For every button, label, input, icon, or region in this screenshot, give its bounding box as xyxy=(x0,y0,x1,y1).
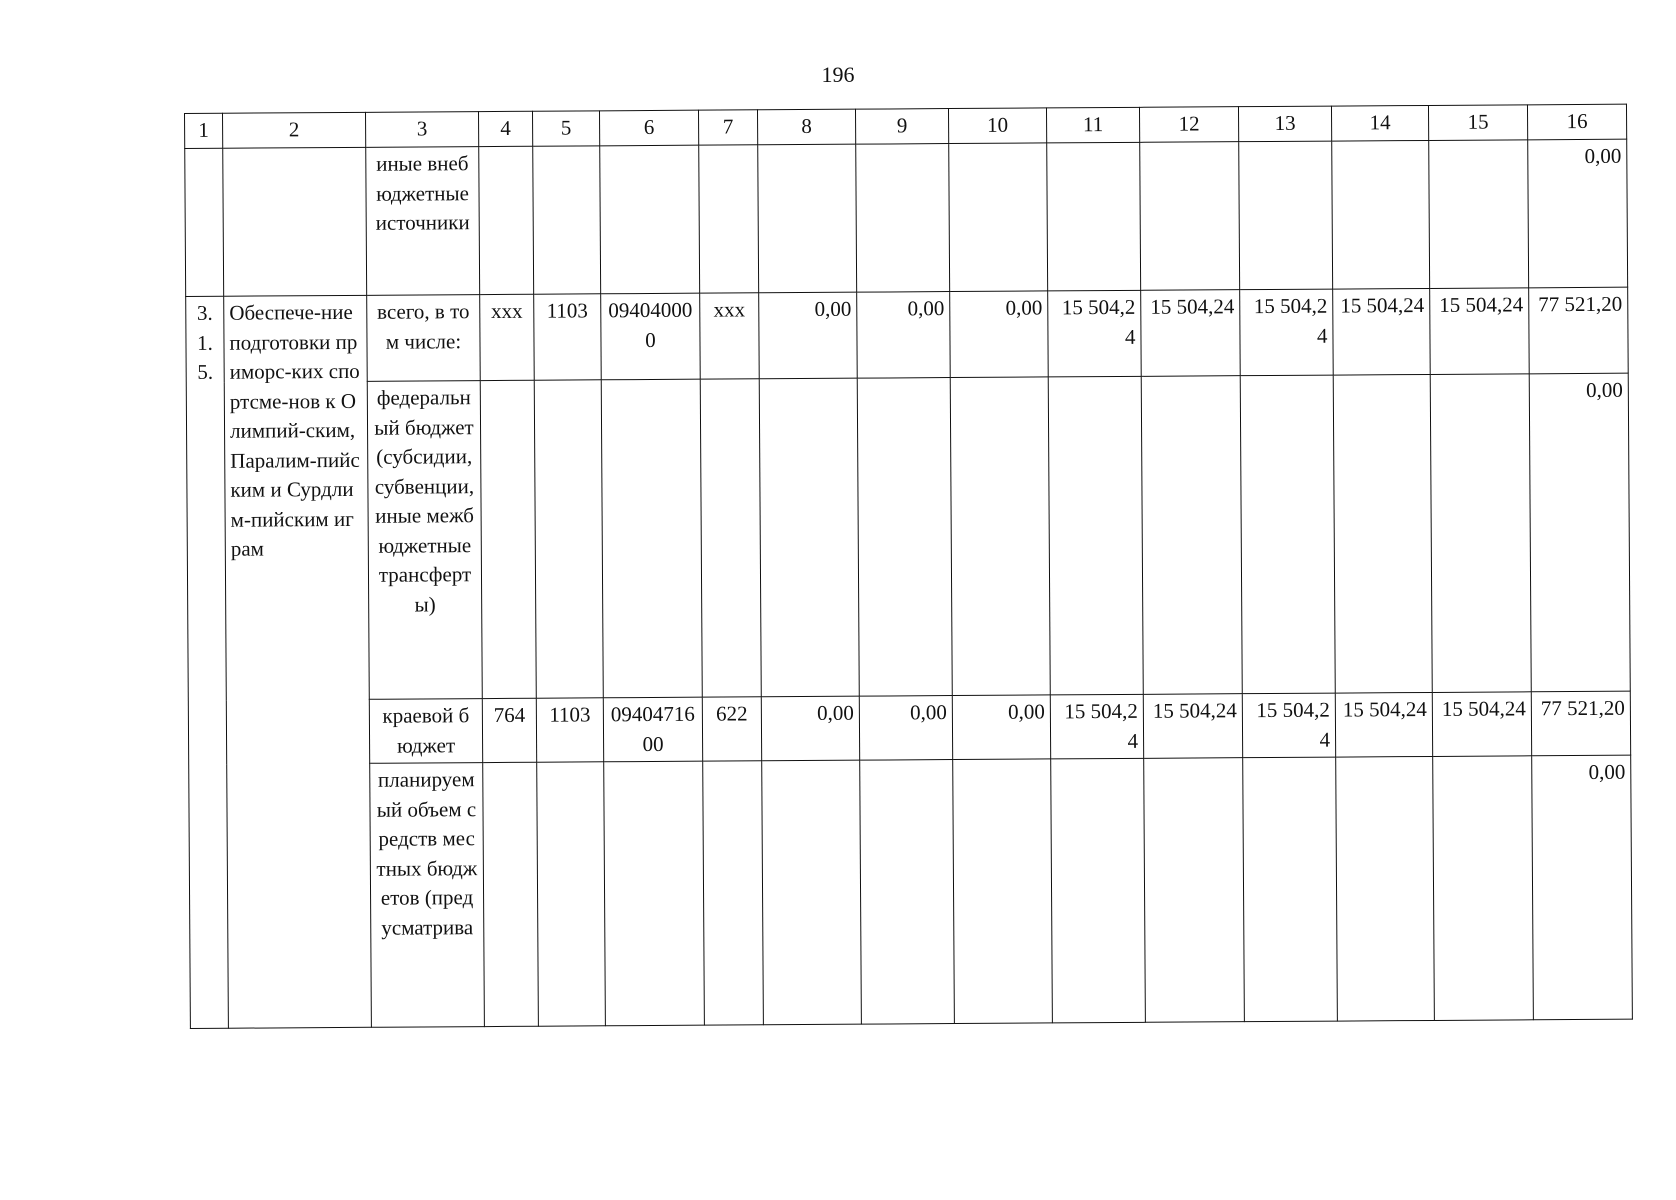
header-cell: 11 xyxy=(1046,107,1139,143)
empty-cell xyxy=(1332,140,1430,289)
empty-cell xyxy=(758,144,857,293)
empty-cell xyxy=(1430,374,1531,693)
value-cell: 15 504,24 xyxy=(1143,694,1242,759)
row-federal xyxy=(186,373,1630,700)
empty-cell xyxy=(185,148,224,296)
value-cell: 0,00 xyxy=(857,292,951,379)
empty-cell xyxy=(1336,756,1435,1021)
empty-cell xyxy=(534,380,603,698)
empty-cell xyxy=(1051,758,1146,1023)
value-cell: 0,00 xyxy=(859,696,952,761)
value-cell: 0,00 xyxy=(952,695,1050,760)
value-cell: 15 504,24 xyxy=(1050,694,1143,759)
header-cell: 5 xyxy=(532,111,599,146)
empty-cell xyxy=(601,379,702,698)
total-value-cell: 0,00 xyxy=(1532,755,1633,1020)
header-cell: 9 xyxy=(855,109,948,145)
page-number: 196 xyxy=(821,62,855,87)
empty-cell xyxy=(1141,376,1242,695)
header-cell: 15 xyxy=(1428,105,1527,141)
empty-cell xyxy=(1243,757,1338,1022)
funding-source-cell: краевой бюджет xyxy=(369,699,482,764)
value-cell: 0,00 xyxy=(761,696,859,761)
value-cell: 15 504,24 xyxy=(1048,290,1142,377)
empty-cell xyxy=(479,146,534,294)
value-cell: 15 504,24 xyxy=(1242,693,1335,758)
empty-cell xyxy=(759,378,859,697)
row-total xyxy=(186,287,1629,382)
empty-cell xyxy=(1240,375,1335,694)
total-value-cell: 77 521,20 xyxy=(1529,287,1629,374)
funding-source-cell: всего, в том числе: xyxy=(367,295,481,382)
header-cell: 12 xyxy=(1139,107,1238,143)
header-cell: 2 xyxy=(223,112,366,148)
empty-cell xyxy=(1239,141,1333,290)
empty-cell xyxy=(223,147,367,296)
funding-source-cell: иные внебюджетные источники xyxy=(366,147,480,296)
item-number-cell: 3.1.5. xyxy=(186,296,229,1028)
target-code-cell: 094040000 xyxy=(601,293,701,380)
empty-cell xyxy=(949,143,1048,292)
empty-cell xyxy=(1047,142,1141,291)
value-cell: 0,00 xyxy=(950,291,1049,378)
empty-cell xyxy=(1429,140,1529,289)
empty-cell xyxy=(600,145,700,294)
empty-cell xyxy=(700,379,761,697)
value-cell: 0,00 xyxy=(759,292,858,379)
header-cell: 1 xyxy=(185,113,223,148)
value-cell: 15 504,24 xyxy=(1333,288,1431,375)
empty-cell xyxy=(604,761,705,1026)
value-cell: 15 504,24 xyxy=(1432,692,1531,757)
target-code-cell: 0940471600 xyxy=(603,697,702,762)
empty-cell xyxy=(1048,376,1143,695)
gr-code-cell: ххх xyxy=(480,294,535,380)
empty-cell xyxy=(1144,758,1245,1023)
header-cell: 6 xyxy=(599,110,698,146)
row-other-sources xyxy=(185,139,1628,296)
value-cell: 15 504,24 xyxy=(1430,288,1530,375)
funding-source-cell: планируемый объем средств местных бюджетов (предусматрива xyxy=(370,763,485,1028)
expense-type-cell: ххх xyxy=(700,293,760,379)
empty-cell xyxy=(1333,374,1432,693)
empty-cell xyxy=(533,146,601,294)
total-value-cell: 0,00 xyxy=(1528,139,1628,288)
empty-cell xyxy=(480,380,536,698)
funding-source-cell: федеральный бюджет (субсидии, субвенции, иные межбюджетные трансферты) xyxy=(367,381,482,700)
empty-cell xyxy=(1433,756,1534,1021)
empty-cell xyxy=(703,761,764,1025)
total-value-cell: 77 521,20 xyxy=(1531,691,1630,756)
expense-type-cell: 622 xyxy=(702,697,761,761)
empty-cell xyxy=(857,378,952,697)
header-cell: 16 xyxy=(1527,104,1626,140)
header-cell: 3 xyxy=(365,112,478,148)
header-cell: 7 xyxy=(698,110,757,145)
gr-code-cell: 764 xyxy=(482,698,536,762)
header-cell: 4 xyxy=(478,111,532,146)
header-cell: 8 xyxy=(757,109,855,145)
section-code-cell: 1103 xyxy=(534,294,602,380)
item-name-cell: Обеспече-ние подготовки приморс-ких спортсме-нов к Олимпий-ским, Паралим-пийским и Сурдлим-пийским играм xyxy=(224,295,372,1028)
header-cell: 10 xyxy=(948,108,1046,144)
header-cell: 13 xyxy=(1238,106,1331,142)
empty-cell xyxy=(537,762,606,1026)
budget-table xyxy=(184,104,1633,1029)
value-cell: 15 504,24 xyxy=(1141,290,1241,377)
header-cell: 14 xyxy=(1331,105,1428,141)
empty-cell xyxy=(699,145,759,293)
empty-cell xyxy=(1140,142,1240,291)
empty-cell xyxy=(856,144,950,293)
empty-cell xyxy=(762,760,862,1025)
document-sheet xyxy=(184,104,1633,1029)
empty-cell xyxy=(483,762,539,1026)
total-value-cell: 0,00 xyxy=(1529,373,1630,692)
section-code-cell: 1103 xyxy=(536,698,603,762)
row-local xyxy=(189,755,1633,1028)
row-regional xyxy=(188,691,1630,764)
value-cell: 15 504,24 xyxy=(1335,692,1432,757)
empty-cell xyxy=(860,760,955,1025)
empty-cell xyxy=(950,377,1050,696)
empty-cell xyxy=(953,759,1053,1024)
value-cell: 15 504,24 xyxy=(1240,289,1334,376)
